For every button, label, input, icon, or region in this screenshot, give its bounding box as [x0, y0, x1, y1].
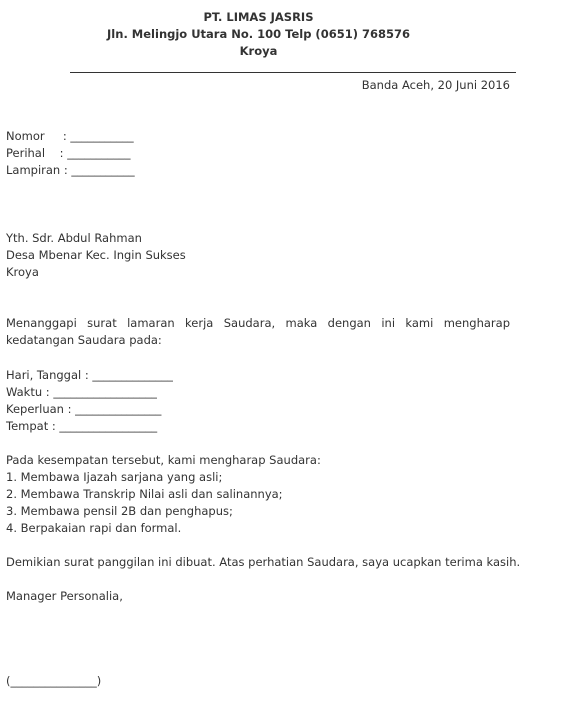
- closing-paragraph: Demikian surat panggilan ini dibuat. Atas perhatian Saudara, saya ucapkan terima kasih.: [6, 555, 521, 569]
- header-divider: [70, 72, 516, 73]
- recipient-name: Yth. Sdr. Abdul Rahman: [6, 231, 142, 245]
- meta-nomor: Nomor : ___________: [6, 129, 134, 143]
- meta-lampiran: Lampiran : ___________: [6, 163, 135, 177]
- recipient-address: Desa Mbenar Kec. Ingin Sukses: [6, 248, 186, 262]
- list-item: 4. Berpakaian rapi dan formal.: [6, 521, 182, 535]
- request-intro: Pada kesempatan tersebut, kami mengharap Saudara:: [6, 453, 321, 467]
- company-name: PT. LIMAS JASRIS: [203, 10, 314, 24]
- company-address: Jln. Melingjo Utara No. 100 Telp (0651) 768576: [107, 27, 410, 41]
- intro-paragraph: Menanggapi surat lamaran kerja Saudara, maka dengan ini kami mengharap kedatangan Saudara pada:: [6, 316, 510, 347]
- company-city: Kroya: [239, 44, 278, 58]
- schedule-date: Hari, Tanggal : ______________: [6, 368, 173, 382]
- signature-title: Manager Personalia,: [6, 589, 123, 603]
- schedule-purpose: Keperluan : _______________: [6, 402, 162, 416]
- list-item: 3. Membawa pensil 2B dan penghapus;: [6, 504, 233, 518]
- schedule-time: Waktu : __________________: [6, 385, 157, 399]
- schedule-place: Tempat : _________________: [6, 419, 158, 433]
- list-item: 2. Membawa Transkrip Nilai asli dan salinannya;: [6, 487, 283, 501]
- meta-perihal: Perihal : ___________: [6, 146, 131, 160]
- signature-placeholder: (_______________): [6, 674, 102, 688]
- place-date: Banda Aceh, 20 Juni 2016: [361, 78, 510, 92]
- list-item: 1. Membawa Ijazah sarjana yang asli;: [6, 470, 223, 484]
- recipient-city: Kroya: [6, 265, 39, 279]
